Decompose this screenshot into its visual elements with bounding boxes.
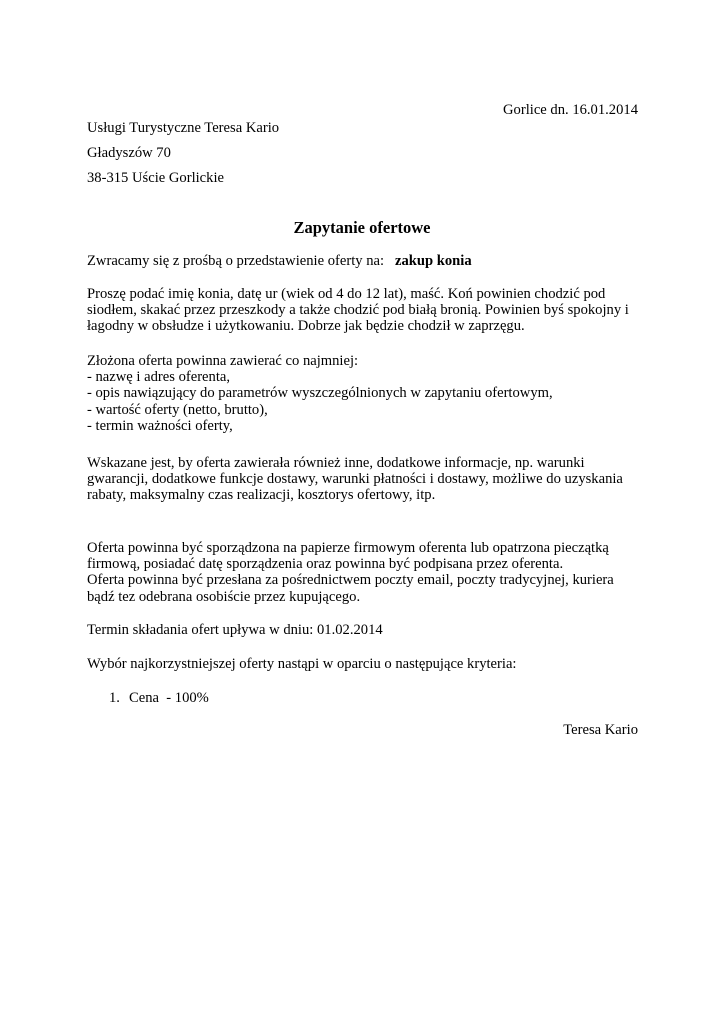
list-item: - nazwę i adres oferenta, — [87, 369, 231, 386]
paragraph-line: bądź tez odebrana osobiście przez kupującego. — [87, 588, 361, 605]
intro-line — [87, 253, 472, 270]
paragraph-line: Wskazane jest, by oferta zawierała również inne, dodatkowe informacje, np. warunki — [87, 455, 585, 471]
date-line: Gorlice dn. 16.01.2014 — [503, 102, 638, 118]
list-item: - opis nawiązujący do parametrów wyszczególnionych w zapytaniu ofertowym, — [87, 385, 553, 402]
paragraph-line: siodłem, skakać przez przeszkody a także chodzić pod białą bronią. Powinien byś spokojny i — [87, 302, 629, 319]
recipient-name: Usługi Turystyczne Teresa Kario — [87, 120, 280, 136]
recipient-city: 38-315 Uście Gorlickie — [87, 170, 224, 186]
intro-subject: zakup konia — [394, 253, 472, 269]
paragraph-horse-requirements — [87, 286, 647, 335]
offer-contents-heading: Złożona oferta powinna zawierać co najmniej: — [87, 353, 359, 369]
intro-text: Zwracamy się z prośbą o przedstawienie oferty na: — [87, 253, 385, 269]
paragraph-line: rabaty, maksymalny czas realizacji, kosztorys ofertowy, itp. — [87, 487, 436, 504]
paragraph-line: Oferta powinna być przesłana za pośrednictwem poczty email, poczty tradycyjnej, kuriera — [87, 572, 614, 589]
paragraph-line: Proszę podać imię konia, datę ur (wiek od 4 do 12 lat), maść. Koń powinien chodzić pod — [87, 286, 606, 302]
paragraph-line: firmową, posiadać datę sporządzenia oraz powinna być podpisana przez oferenta. — [87, 556, 564, 573]
paragraph-line: Oferta powinna być sporządzona na papierze firmowym oferenta lub opatrzona pieczątką — [87, 540, 609, 556]
paragraph-additional-info — [87, 455, 647, 504]
list-item: - termin ważności oferty, — [87, 417, 233, 434]
paragraph-line: gwarancji, dodatkowe funkcje dostawy, warunki płatności i dostawy, możliwe do uzyskania — [87, 471, 623, 488]
paragraph-line: łagodny w obsłudze i użytkowaniu. Dobrze jak będzie chodził w zaprzęgu. — [87, 318, 525, 335]
criteria-item-text: Cena - 100% — [129, 690, 209, 706]
offer-contents-list — [87, 353, 647, 434]
criteria-heading: Wybór najkorzystniejszej oferty nastąpi w oparciu o następujące kryteria: — [87, 656, 517, 672]
signature: Teresa Kario — [563, 722, 638, 738]
recipient-street: Gładyszów 70 — [87, 145, 171, 161]
document-title: Zapytanie ofertowe — [293, 218, 431, 237]
list-item: - wartość oferty (netto, brutto), — [87, 401, 268, 418]
deadline-line: Termin składania ofert upływa w dniu: 01.02.2014 — [87, 622, 383, 638]
paragraph-offer-form — [87, 540, 647, 605]
criteria-item-number: 1. — [109, 690, 120, 706]
